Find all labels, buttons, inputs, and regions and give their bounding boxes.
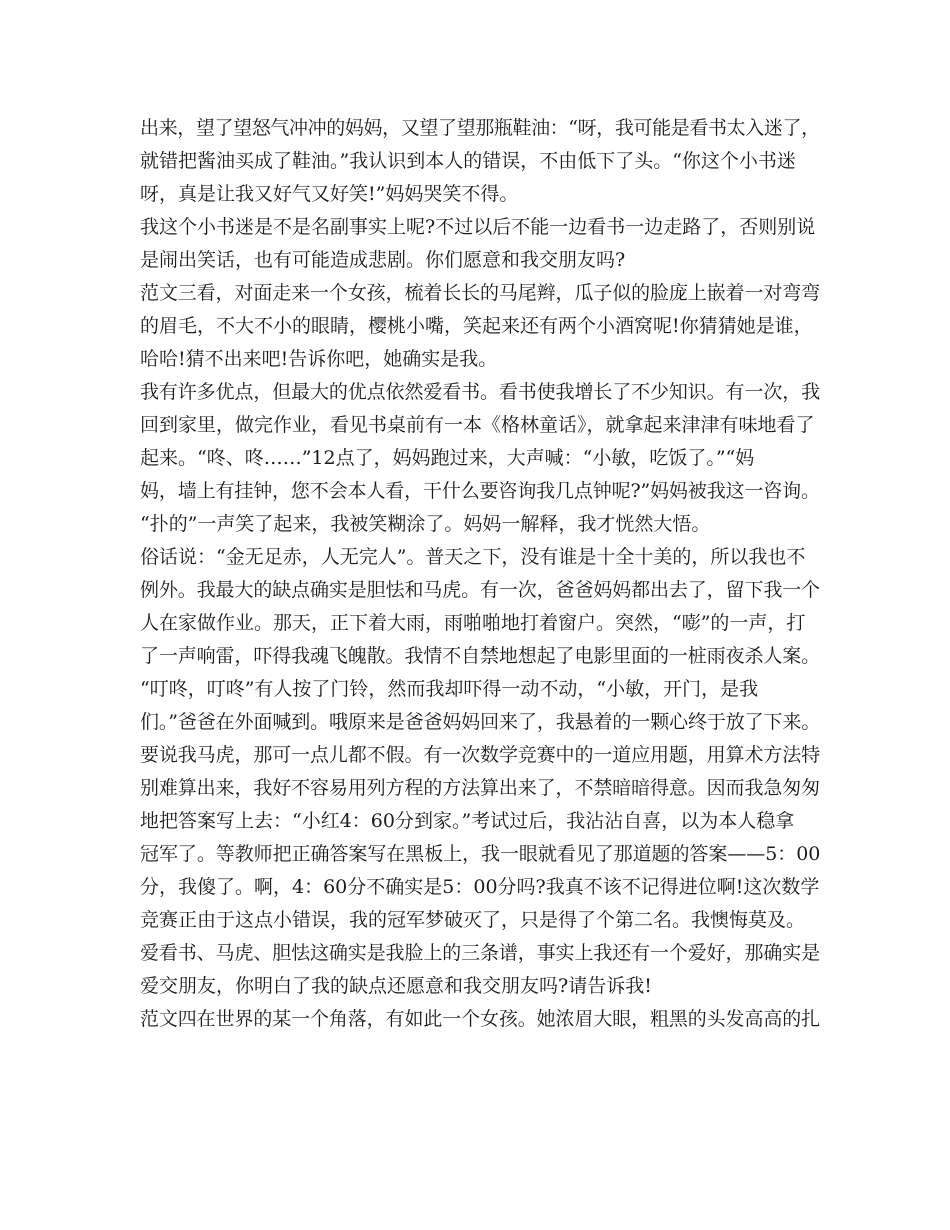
text-line: 哈哈!猜不出来吧!告诉你吧，她确实是我。 <box>140 348 498 370</box>
text-line: 分，我傻了。啊，4：60分不确实是5：00分吗?我真不该不记得进位啊!这次数学 <box>140 876 820 898</box>
document-body <box>140 112 820 1036</box>
text-line: 了一声响雷，吓得我魂飞魄散。我情不自禁地想起了电影里面的一桩雨夜杀人案。 <box>140 645 821 667</box>
text-line: 是闹出笑话，也有可能造成悲剧。你们愿意和我交朋友吗? <box>140 249 626 271</box>
text-line: 起来。“咚、咚……”12点了，妈妈跑过来，大声喊：“小敏，吃饭了。”“妈 <box>140 447 755 469</box>
text-line: “叮咚，叮咚”有人按了门铃，然而我却吓得一动不动，“小敏，开门，是我 <box>140 678 759 700</box>
text-line: 呀，真是让我又好气又好笑!”妈妈哭笑不得。 <box>140 183 519 205</box>
text-line: 我有许多优点，但最大的优点依然爱看书。看书使我增长了不少知识。有一次，我 <box>140 381 821 403</box>
text-line: 回到家里，做完作业，看见书桌前有一本《格林童话》，就拿起来津津有味地看了 <box>140 414 815 436</box>
text-line: 的眉毛，不大不小的眼睛，樱桃小嘴，笑起来还有两个小酒窝呢!你猜猜她是谁， <box>140 315 813 337</box>
text-line: 地把答案写上去：“小红4：60分到家。”考试过后，我沾沾自喜，以为本人稳拿 <box>140 810 795 832</box>
text-line: 爱交朋友，你明白了我的缺点还愿意和我交朋友吗?请告诉我! <box>140 975 652 997</box>
text-line: 出来，望了望怒气冲冲的妈妈，又望了望那瓶鞋油：“呀，我可能是看书太入迷了， <box>140 117 820 139</box>
text-line: 范文三看，对面走来一个女孩，梳着长长的马尾辫，瓜子似的脸庞上嵌着一对弯弯 <box>140 282 821 304</box>
text-line: 别难算出来，我好不容易用列方程的方法算出来了，不禁暗暗得意。因而我急匆匆 <box>140 777 821 799</box>
text-line: 人在家做作业。那天，正下着大雨，雨啪啪地打着窗户。突然，“嘭”的一声，打 <box>140 612 806 634</box>
text-line: 范文四在世界的某一个角落，有如此一个女孩。她浓眉大眼，粗黑的头发高高的扎 <box>140 1008 821 1030</box>
text-line: 俗话说：“金无足赤，人无完人”。普天之下，没有谁是十全十美的，所以我也不 <box>140 546 806 568</box>
text-line: “扑的”一声笑了起来，我被笑糊涂了。妈妈一解释，我才恍然大悟。 <box>140 513 711 535</box>
text-line: 竞赛正由于这点小错误，我的冠军梦破灭了，只是得了个第二名。我懊悔莫及。 <box>140 909 806 931</box>
text-line: 们。”爸爸在外面喊到。哦原来是爸爸妈妈回来了，我悬着的一颗心终于放了下来。 <box>140 711 821 733</box>
text-line: 我这个小书迷是不是名副事实上呢?不过以后不能一边看书一边走路了，否则别说 <box>140 216 816 238</box>
text-line: 例外。我最大的缺点确实是胆怯和马虎。有一次，爸爸妈妈都出去了，留下我一个 <box>140 579 821 601</box>
text-line: 爱看书、马虎、胆怯这确实是我脸上的三条谱，事实上我还有一个爱好，那确实是 <box>140 942 821 964</box>
text-line: 妈，墙上有挂钟，您不会本人看，干什么要咨询我几点钟呢?”妈妈被我这一咨询。 <box>140 480 820 502</box>
text-line: 要说我马虎，那可一点儿都不假。有一次数学竞赛中的一道应用题，用算术方法特 <box>140 744 821 766</box>
text-line: 就错把酱油买成了鞋油。”我认识到本人的错误，不由低下了头。“你这个小书迷 <box>140 150 796 172</box>
text-line: 冠军了。等教师把正确答案写在黑板上，我一眼就看见了那道题的答案——5：00 <box>140 843 821 865</box>
